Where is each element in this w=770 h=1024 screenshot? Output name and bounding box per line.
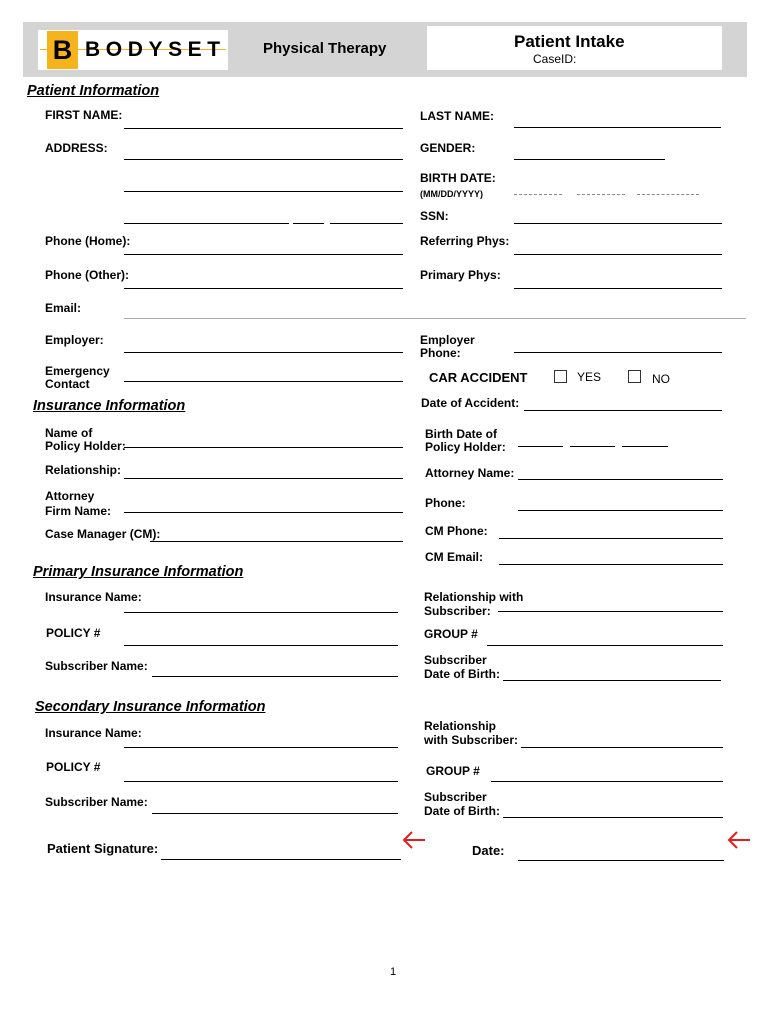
secondary-subscriber-dob-label-1: Subscriber <box>424 790 487 804</box>
primary-policy-field[interactable] <box>124 645 398 646</box>
attorney-name-field[interactable] <box>518 479 723 480</box>
secondary-relationship-label-2: with Subscriber: <box>424 733 519 747</box>
case-manager-label: Case Manager (CM): <box>45 527 161 541</box>
last-name-label: LAST NAME: <box>420 109 494 123</box>
secondary-relationship-field[interactable] <box>521 747 723 748</box>
attorney-phone-label: Phone: <box>425 496 466 510</box>
birth-date-label: BIRTH DATE: <box>420 171 496 185</box>
referring-phys-label: Referring Phys: <box>420 234 510 248</box>
state-field[interactable] <box>293 223 324 224</box>
signature-date-field[interactable] <box>518 860 724 861</box>
arrow-left-icon <box>401 829 427 851</box>
address-line-1-field[interactable] <box>124 159 403 160</box>
secondary-insurance-name-label: Insurance Name: <box>45 726 142 740</box>
primary-group-field[interactable] <box>487 645 723 646</box>
secondary-relationship-label-1: Relationship <box>424 719 497 733</box>
employer-phone-label-2: Phone: <box>420 346 461 360</box>
holder-birth-label-1: Birth Date of <box>425 427 497 441</box>
car-accident-yes-checkbox[interactable] <box>554 370 567 383</box>
primary-policy-label: POLICY # <box>46 626 101 640</box>
case-manager-field[interactable] <box>150 541 403 542</box>
email-field[interactable] <box>124 318 746 319</box>
logo-letter: B <box>47 31 78 69</box>
city-field[interactable] <box>124 223 289 224</box>
patient-signature-field[interactable] <box>161 859 401 860</box>
last-name-field[interactable] <box>514 127 721 128</box>
birth-day-field[interactable] <box>577 194 625 195</box>
primary-insurance-name-field[interactable] <box>124 612 398 613</box>
car-accident-no-checkbox[interactable] <box>628 370 641 383</box>
attorney-phone-field[interactable] <box>518 510 723 511</box>
patient-signature-label: Patient Signature: <box>47 841 159 856</box>
secondary-subscriber-name-field[interactable] <box>152 813 398 814</box>
primary-relationship-field[interactable] <box>498 611 723 612</box>
attorney-firm-label-1: Attorney <box>45 489 95 503</box>
holder-birth-month-field[interactable] <box>518 446 563 447</box>
date-of-accident-label: Date of Accident: <box>421 396 520 410</box>
primary-subscriber-dob-label-1: Subscriber <box>424 653 487 667</box>
cm-phone-label: CM Phone: <box>425 524 488 538</box>
cm-email-label: CM Email: <box>425 550 484 564</box>
primary-group-label: GROUP # <box>424 627 478 641</box>
attorney-firm-field[interactable] <box>124 512 403 513</box>
primary-subscriber-name-label: Subscriber Name: <box>45 659 148 673</box>
employer-phone-field[interactable] <box>514 352 722 353</box>
address-label: ADDRESS: <box>45 141 108 155</box>
arrow-left-icon <box>726 829 752 851</box>
car-accident-no-label: NO <box>652 372 670 386</box>
section-secondary-insurance: Secondary Insurance Information <box>35 699 266 715</box>
car-accident-label: CAR ACCIDENT <box>429 370 528 385</box>
policy-holder-field[interactable] <box>124 447 403 448</box>
signature-date-label: Date: <box>472 843 505 858</box>
ssn-label: SSN: <box>420 209 449 223</box>
page-title: Patient Intake <box>514 32 625 51</box>
primary-insurance-name-label: Insurance Name: <box>45 590 142 604</box>
birth-month-field[interactable] <box>514 194 562 195</box>
holder-birth-year-field[interactable] <box>622 446 668 447</box>
case-id-label: CaseID: <box>533 52 577 66</box>
emergency-contact-field[interactable] <box>124 381 403 382</box>
program-name: Physical Therapy <box>263 40 387 57</box>
first-name-label: FIRST NAME: <box>45 108 123 122</box>
primary-phys-field[interactable] <box>514 288 722 289</box>
holder-birth-day-field[interactable] <box>570 446 615 447</box>
primary-subscriber-dob-field[interactable] <box>503 680 721 681</box>
birth-year-field[interactable] <box>637 194 699 195</box>
secondary-group-label: GROUP # <box>426 764 480 778</box>
section-insurance-information: Insurance Information <box>33 398 186 414</box>
secondary-policy-field[interactable] <box>124 781 398 782</box>
employer-phone-label-1: Employer <box>420 333 475 347</box>
relationship-label: Relationship: <box>45 463 122 477</box>
holder-birth-label-2: Policy Holder: <box>425 440 506 454</box>
primary-phys-label: Primary Phys: <box>420 268 501 282</box>
logo-text: BODYSET <box>85 38 226 61</box>
zip-field[interactable] <box>330 223 403 224</box>
phone-other-field[interactable] <box>124 288 403 289</box>
section-patient-information: Patient Information <box>27 83 160 99</box>
policy-holder-label-1: Name of <box>45 426 93 440</box>
employer-label: Employer: <box>45 333 104 347</box>
secondary-group-field[interactable] <box>491 781 723 782</box>
car-accident-yes-label: YES <box>577 370 602 384</box>
secondary-subscriber-dob-label-2: Date of Birth: <box>424 804 500 818</box>
primary-subscriber-name-field[interactable] <box>152 676 398 677</box>
secondary-insurance-name-field[interactable] <box>124 747 398 748</box>
address-line-2-field[interactable] <box>124 191 403 192</box>
attorney-firm-label-2: Firm Name: <box>45 504 112 518</box>
phone-home-label: Phone (Home): <box>45 234 131 248</box>
phone-home-field[interactable] <box>124 254 403 255</box>
phone-other-label: Phone (Other): <box>45 268 129 282</box>
ssn-field[interactable] <box>514 223 722 224</box>
primary-subscriber-dob-label-2: Date of Birth: <box>424 667 500 681</box>
cm-email-field[interactable] <box>499 564 723 565</box>
primary-relationship-label-2: Subscriber: <box>424 604 491 618</box>
relationship-field[interactable] <box>124 478 403 479</box>
attorney-name-label: Attorney Name: <box>425 466 515 480</box>
email-label: Email: <box>45 301 82 315</box>
section-primary-insurance: Primary Insurance Information <box>33 564 244 580</box>
emergency-contact-label-1: Emergency <box>45 364 110 378</box>
secondary-subscriber-dob-field[interactable] <box>503 817 723 818</box>
policy-holder-label-2: Policy Holder: <box>45 439 126 453</box>
gender-label: GENDER: <box>420 141 476 155</box>
date-of-accident-field[interactable] <box>524 410 722 411</box>
referring-phys-field[interactable] <box>514 254 722 255</box>
birth-date-format: (MM/DD/YYYY) <box>420 189 483 199</box>
primary-relationship-label-1: Relationship with <box>424 590 524 604</box>
emergency-contact-label-2: Contact <box>45 377 90 391</box>
cm-phone-field[interactable] <box>499 538 723 539</box>
employer-field[interactable] <box>124 352 403 353</box>
page-number: 1 <box>390 966 397 978</box>
secondary-subscriber-name-label: Subscriber Name: <box>45 795 148 809</box>
secondary-policy-label: POLICY # <box>46 760 101 774</box>
gender-field[interactable] <box>514 159 665 160</box>
first-name-field[interactable] <box>124 128 403 129</box>
